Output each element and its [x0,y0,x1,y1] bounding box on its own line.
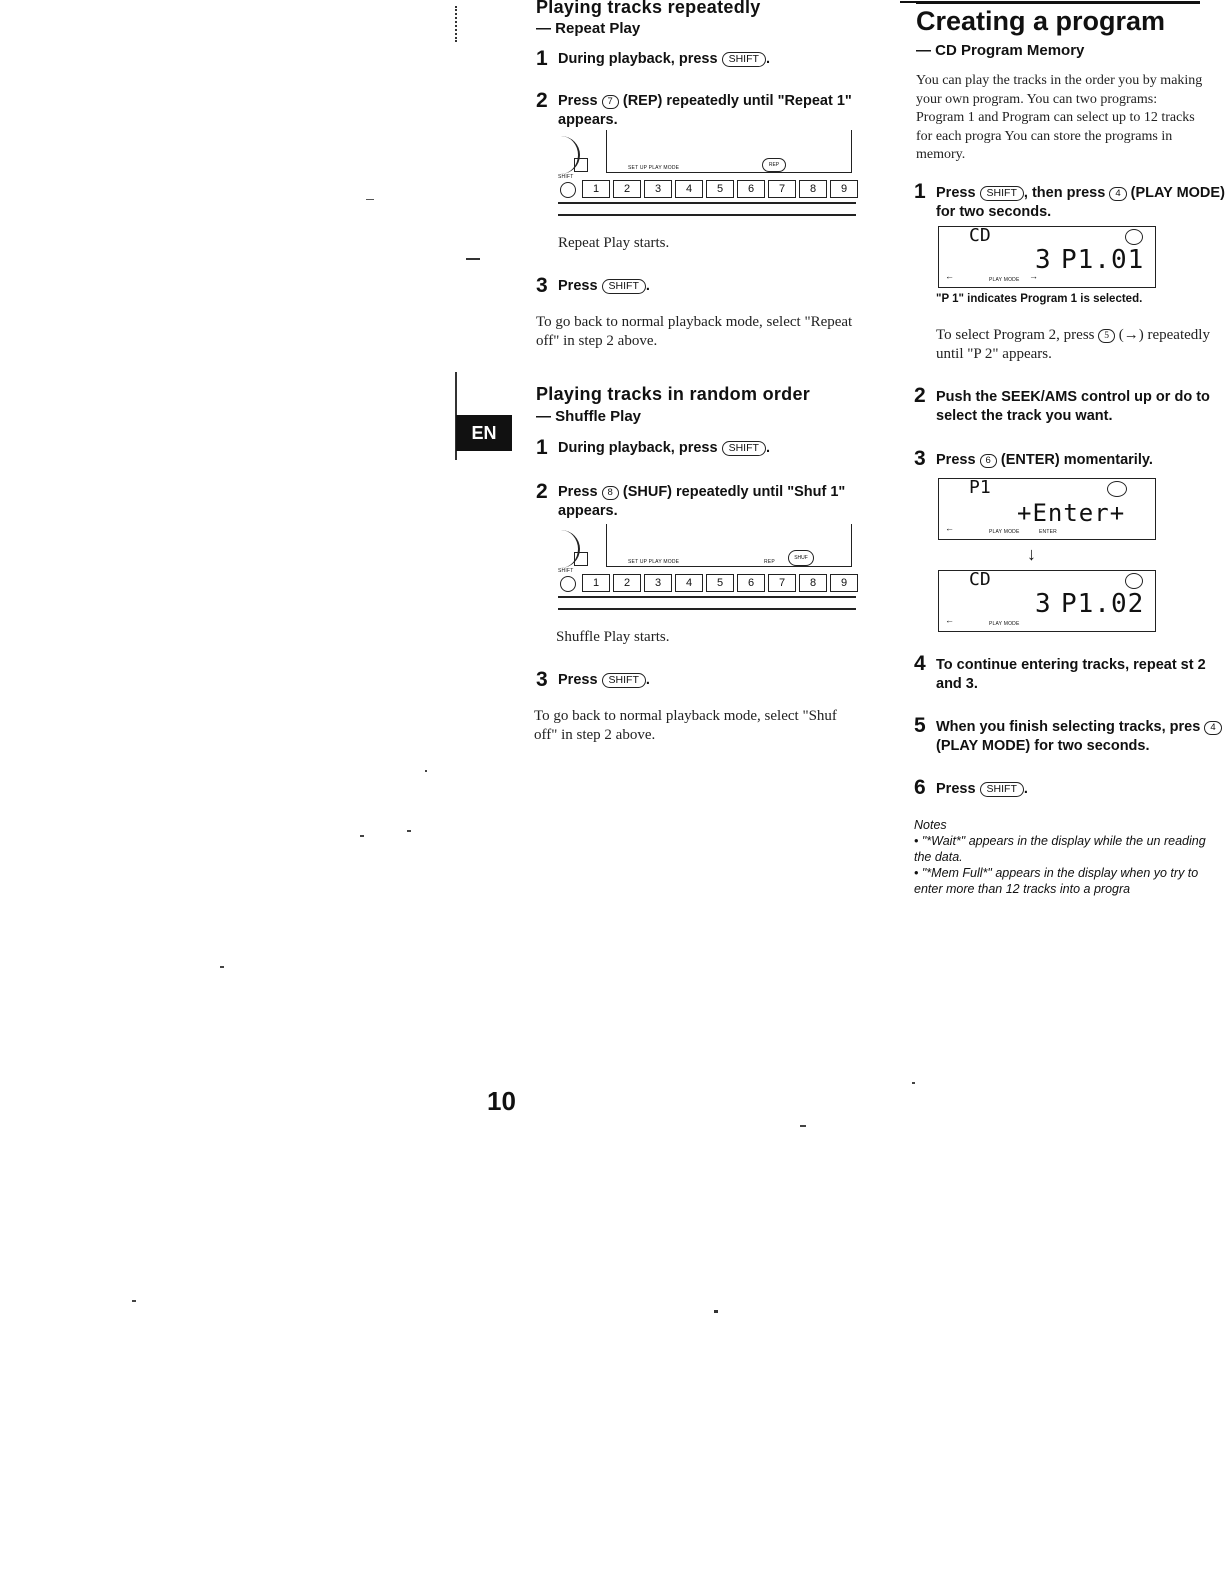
program-step4-text: To continue entering tracks, repeat st 2 and 3. [936,657,1206,692]
rep-label: REP [768,162,780,168]
disc-icon [1107,481,1127,497]
display1-caption: "P 1" indicates Program 1 is selected. [936,293,1143,305]
right-column-top-rule [916,1,1200,4]
number-button: 2 [613,574,641,592]
disc-icon [1125,229,1143,245]
shuffle-subtitle: — Shuffle Play [536,408,642,425]
program-step5-num: 5 [914,714,926,737]
program-step5-a: When you finish selecting tracks, pres [936,719,1201,735]
down-arrow-icon: ↓ [1027,544,1036,564]
language-tab [456,415,512,451]
shuf-label: SHUF [794,555,808,561]
program-intro: You can play the tracks in the order you by making your own program. You can two programs: Program 1 and Program can select up to 12 tracks for each progra You can store the programs in memory. [916,73,1203,162]
eject-icon [560,576,576,592]
shift-button-icon [574,158,588,172]
number-button: 4 [675,180,703,198]
number-button: 9 [830,180,858,198]
left-arrow-icon: ← [945,523,954,533]
number-button: 5 [706,574,734,592]
lcd-arrow: → [1029,271,1038,281]
shift-key: SHIFT [980,186,1024,201]
number-button: 2 [613,180,641,198]
shift-key: SHIFT [602,279,646,294]
repeat-body: To go back to normal playback mode, select "Repeat off" in step 2 above. [536,314,853,349]
number-button: 3 [644,180,672,198]
repeat-step2-text: (REP) repeatedly until "Repeat 1" appears. [558,93,852,128]
number-button: 1 [582,574,610,592]
scan-mark [455,6,459,42]
note-1: • "*Wait*" appears in the display while the un reading the data. [914,834,1206,864]
program-title: Creating a program [916,6,1166,36]
number-button: 7 [768,574,796,592]
program-step5 [936,718,1226,756]
shuffle-step1: During playback, press SHIFT . [558,440,770,456]
eject-icon [560,182,576,198]
program-step3-a: Press [936,452,976,468]
shift-key: SHIFT [722,441,766,456]
shuffle-step1-num: 1 [536,436,548,459]
program-step6: Press SHIFT . [936,781,1028,797]
key-6: 6 [980,454,997,468]
lcd-enter-label: ENTER [1039,529,1057,535]
program-step2-text: Push the SEEK/AMS control up or do to select the track you want. [936,389,1210,424]
number-button: 6 [737,574,765,592]
program-step1-c: (PLAY MODE) for two seconds. [936,185,1225,220]
notes-title: Notes [914,818,947,832]
shift-key: SHIFT [980,782,1024,797]
lcd-enter-text: +Enter+ [1017,499,1126,527]
program-step6-text: Press [936,781,976,797]
panel-base-lines [558,596,856,610]
shuffle-step3: Press SHIFT . [558,672,650,688]
control-panel-illustration-repeat [558,130,858,220]
lcd-disc-number: 3 [1035,589,1051,619]
left-arrow-icon: ← [945,615,954,625]
lcd-display-enter [938,478,1156,540]
repeat-step1-text: During playback, press [558,51,718,67]
shuf-button-icon [788,550,814,566]
lcd-program-label: P1 [969,477,991,498]
repeat-step1: During playback, press SHIFT . [558,51,770,67]
select-program-text [936,326,1216,364]
program-step1 [936,184,1226,222]
repeat-title: Playing tracks repeatedly [536,0,761,17]
number-button: 9 [830,574,858,592]
shuffle-step2-num: 2 [536,480,548,503]
shuffle-title: Playing tracks in random order [536,384,811,404]
lcd-source: CD [969,569,991,590]
lcd-source: CD [969,225,991,246]
program-step3-num: 3 [914,447,926,470]
program-step4-num: 4 [914,652,926,675]
shift-key: SHIFT [722,52,766,67]
lcd-playmode-label: PLAY MODE [989,621,1020,627]
number-button: 5 [706,180,734,198]
select-program-a: To select Program 2, press [936,327,1095,343]
key-7: 7 [602,95,619,109]
program-subtitle: — CD Program Memory [916,42,1085,59]
program-step6-num: 6 [914,776,926,799]
program-step1-num: 1 [914,180,926,203]
lcd-display-program-2 [938,570,1156,632]
key-8: 8 [602,486,619,500]
disc-icon [1125,573,1143,589]
number-button: 8 [799,180,827,198]
program-step1-a: Press [936,185,976,201]
key-4: 4 [1109,187,1126,201]
number-button: 8 [799,574,827,592]
lcd-disc-number: 3 [1035,245,1051,275]
repeat-subtitle: — Repeat Play [536,20,641,37]
lcd-playmode-label: PLAY MODE [989,529,1020,535]
number-button: 3 [644,574,672,592]
shift-small-label: SHIFT [558,568,574,574]
rep-small-label: REP [764,559,775,565]
program-step2-num: 2 [914,384,926,407]
panel-base-lines [558,202,856,216]
scan-mark [132,1300,136,1302]
number-buttons [582,180,858,198]
lcd-display-program-1 [938,226,1156,288]
setup-label: SET UP PLAY MODE [628,165,680,171]
repeat-step2: Press 7 (REP) repeatedly until "Repeat 1" appears. [558,93,852,128]
shuffle-step2: Press 8 (SHUF) repeatedly until "Shuf 1" appears. [558,484,846,519]
number-button: 4 [675,574,703,592]
shuffle-step1-text: During playback, press [558,440,718,456]
program-step3-b: (ENTER) momentarily. [1000,452,1153,468]
lcd-program-value: P1.02 [1061,589,1145,619]
program-step1-b: , then press [1023,185,1106,201]
number-buttons [582,574,858,592]
scan-mark [360,835,364,837]
key-4: 4 [1204,721,1221,735]
setup-label: SET UP PLAY MODE [628,559,680,565]
program-step5-b: (PLAY MODE) for two seconds. [936,738,1150,754]
repeat-caption: Repeat Play starts. [558,235,670,251]
key-5: 5 [1098,329,1115,343]
repeat-step1-num: 1 [536,47,548,70]
control-panel-illustration-shuffle [558,524,858,614]
shuffle-step3-text: Press [558,672,598,688]
shift-key: SHIFT [602,673,646,688]
lcd-playmode-label: PLAY MODE [989,277,1020,283]
select-program-b: (→) repeatedly until "P 2" appears. [936,327,1210,362]
shuffle-caption: Shuffle Play starts. [556,629,670,645]
repeat-step3-text: Press [558,278,598,294]
scan-mark [366,199,374,200]
rep-button-icon [762,158,786,172]
repeat-step3: Press SHIFT . [558,278,650,294]
scan-mark [407,830,411,832]
number-button: 6 [737,180,765,198]
program-step3 [936,451,1153,470]
shift-button-icon [574,552,588,566]
language-tab-label: EN [471,422,497,443]
scan-mark [714,1310,718,1313]
number-button: 1 [582,180,610,198]
shuffle-step2-text: (SHUF) repeatedly until "Shuf 1" appears. [558,484,846,519]
note-2: • "*Mem Full*" appears in the display when yo try to enter more than 12 tracks into a progra [914,866,1199,896]
scan-mark [466,258,480,260]
scan-mark [425,770,427,772]
scan-mark [800,1125,806,1127]
shift-small-label: SHIFT [558,174,574,180]
scan-mark [220,966,224,968]
shuffle-body: To go back to normal playback mode, select "Shuf off" in step 2 above. [534,708,837,743]
shuffle-step3-num: 3 [536,668,548,691]
repeat-step2-num: 2 [536,89,548,112]
scan-mark [912,1082,915,1084]
lcd-program-value: P1.01 [1061,245,1145,275]
repeat-step3-num: 3 [536,274,548,297]
page-number: 10 [487,1086,516,1116]
number-button: 7 [768,180,796,198]
left-arrow-icon: ← [945,271,954,281]
